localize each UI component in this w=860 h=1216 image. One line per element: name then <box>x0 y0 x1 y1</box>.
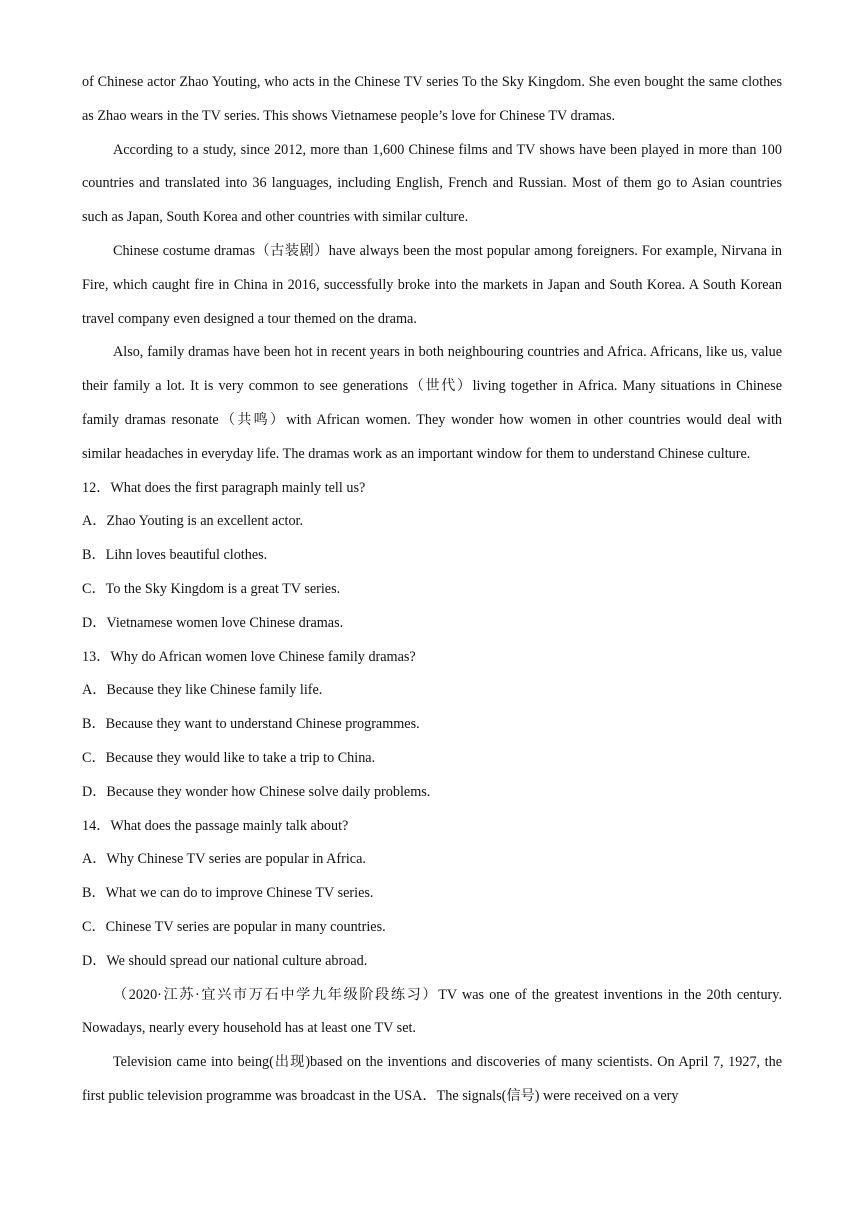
option-c: C．To the Sky Kingdom is a great TV series. <box>82 580 341 597</box>
next-passage-paragraph-2: Television came into being(出现)based on the inventions and discoveries of many scientists. On April 7, 1927, the first public television programme was broadcast in the USA．The signals(信号) were received on a very <box>82 1054 782 1104</box>
document-page <box>82 66 782 1114</box>
option-d: D．Vietnamese women love Chinese dramas. <box>82 614 344 631</box>
option-c: C．Because they would like to take a trip to China. <box>82 749 376 766</box>
passage-paragraph-2: According to a study, since 2012, more than 1,600 Chinese films and TV shows have been played in more than 100 countries and translated into 36 languages, including English, French and Russian. Most of them go to Asian countries such as Japan, South Korea and other countries with similar culture. <box>82 141 782 226</box>
question-13 <box>82 641 782 810</box>
option-c: C．Chinese TV series are popular in many countries. <box>82 918 386 935</box>
question-14 <box>82 810 782 979</box>
option-d: D．Because they wonder how Chinese solve daily problems. <box>82 783 431 800</box>
option-a: A．Why Chinese TV series are popular in Africa. <box>82 851 366 868</box>
question-stem: 13．Why do African women love Chinese family dramas? <box>82 648 416 665</box>
option-b: B．Lihn loves beautiful clothes. <box>82 547 268 564</box>
option-b: B．Because they want to understand Chinese programmes. <box>82 716 420 733</box>
option-a: A．Zhao Youting is an excellent actor. <box>82 513 304 530</box>
question-12 <box>82 472 782 641</box>
option-b: B．What we can do to improve Chinese TV series. <box>82 885 374 902</box>
question-stem: 14．What does the passage mainly talk about? <box>82 817 349 834</box>
option-a: A．Because they like Chinese family life. <box>82 682 323 699</box>
passage-paragraph-4: Also, family dramas have been hot in recent years in both neighbouring countries and Africa. Africans, like us, value their family a lot. It is very common to see generations（世代）living together in Africa. Many situations in Chinese family dramas resonate（共鸣）with African women. They wonder how women in other countries would deal with similar headaches in everyday life. The dramas work as an important window for them to understand Chinese culture. <box>82 344 782 462</box>
next-passage-paragraph-1: （2020·江苏·宜兴市万石中学九年级阶段练习）TV was one of the greatest inventions in the 20th century. Nowadays, nearly every household has at least one TV set. <box>82 986 782 1037</box>
passage-paragraph-1: of Chinese actor Zhao Youting, who acts in the Chinese TV series To the Sky Kingdom. She even bought the same clothes as Zhao wears in the TV series. This shows Vietnamese people’s love for Chinese TV dramas. <box>82 74 782 124</box>
option-d: D．We should spread our national culture abroad. <box>82 952 368 969</box>
passage-paragraph-3: Chinese costume dramas（古装剧）have always been the most popular among foreigners. For example, Nirvana in Fire, which caught fire in China in 2016, successfully broke into the markets in Japan and South Korea. A South Korean travel company even designed a tour themed on the drama. <box>82 242 782 327</box>
question-stem: 12．What does the first paragraph mainly tell us? <box>82 479 366 496</box>
